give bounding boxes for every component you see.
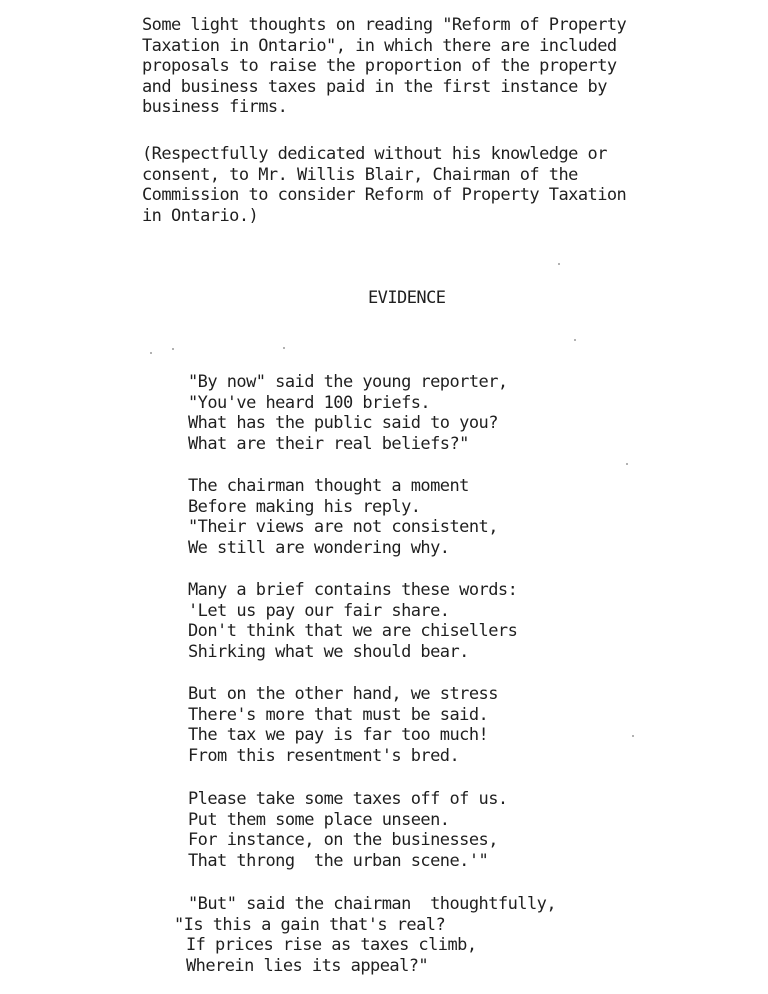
stanza-line: "You've heard 100 briefs. [188,392,431,413]
intro-line: business firms. [142,97,288,118]
stanza-line: That throng the urban scene.'" [188,850,489,871]
dedication-line: (Respectfully dedicated without his knowledge or [142,144,607,164]
stanza-line: The tax we pay is far too much! [188,725,489,746]
stanza-line: "But" said the chairman thoughtfully, [188,894,557,914]
stanza-line: From this resentment's bred. [188,745,460,766]
stanza-line: What are their real beliefs?" [188,433,469,454]
stanza-line: We still are wondering why. [188,537,450,558]
stanza-line: Don't think that we are chisellers [188,621,518,642]
stanza-4 [188,684,708,766]
stanza-6 [174,894,694,976]
stanza-line: Put them some place unseen. [188,809,450,830]
intro-line: Taxation in Ontario", in which there are included [142,35,617,56]
stanza-line: Before making his reply. [188,496,421,517]
stanza-line: But on the other hand, we stress [188,684,498,704]
stanza-2 [188,476,708,558]
intro-paragraph [142,15,742,118]
stanza-line: Shirking what we should bear. [188,641,469,662]
dedication-line: consent, to Mr. Willis Blair, Chairman of the [142,164,578,185]
scan-speck [283,347,285,349]
stanza-1 [188,372,708,454]
dedication-paragraph [142,144,742,226]
intro-line: and business taxes paid in the first instance by [142,76,607,97]
stanza-line: For instance, on the businesses, [188,830,498,851]
stanza-line: What has the public said to you? [188,413,498,434]
scan-speck [558,263,560,265]
dedication-line: Commission to consider Reform of Property Taxation [142,185,627,206]
scan-speck [632,735,634,737]
scan-speck [150,352,152,354]
stanza-line: Please take some taxes off of us. [188,789,508,809]
stanza-line: The chairman thought a moment [188,476,469,496]
stanza-3 [188,580,708,662]
stanza-5 [188,789,708,871]
stanza-line: "By now" said the young reporter, [188,372,508,392]
stanza-line: There's more that must be said. [188,704,489,725]
stanza-line: If prices rise as taxes climb, [186,935,477,956]
scan-speck [574,339,576,341]
intro-line: proposals to raise the proportion of the property [142,56,617,77]
poem-title: EVIDENCE [368,288,446,308]
stanza-line: "Is this a gain that's real? [174,914,446,935]
stanza-line: "Their views are not consistent, [188,517,498,538]
dedication-line: in Ontario.) [142,205,259,226]
scan-speck [626,463,628,465]
scan-speck [172,348,174,350]
stanza-line: 'Let us pay our fair share. [188,600,450,621]
stanza-line: Wherein lies its appeal?" [186,955,429,976]
intro-line: Some light thoughts on reading "Reform of Property [142,15,627,35]
stanza-line: Many a brief contains these words: [188,580,518,600]
